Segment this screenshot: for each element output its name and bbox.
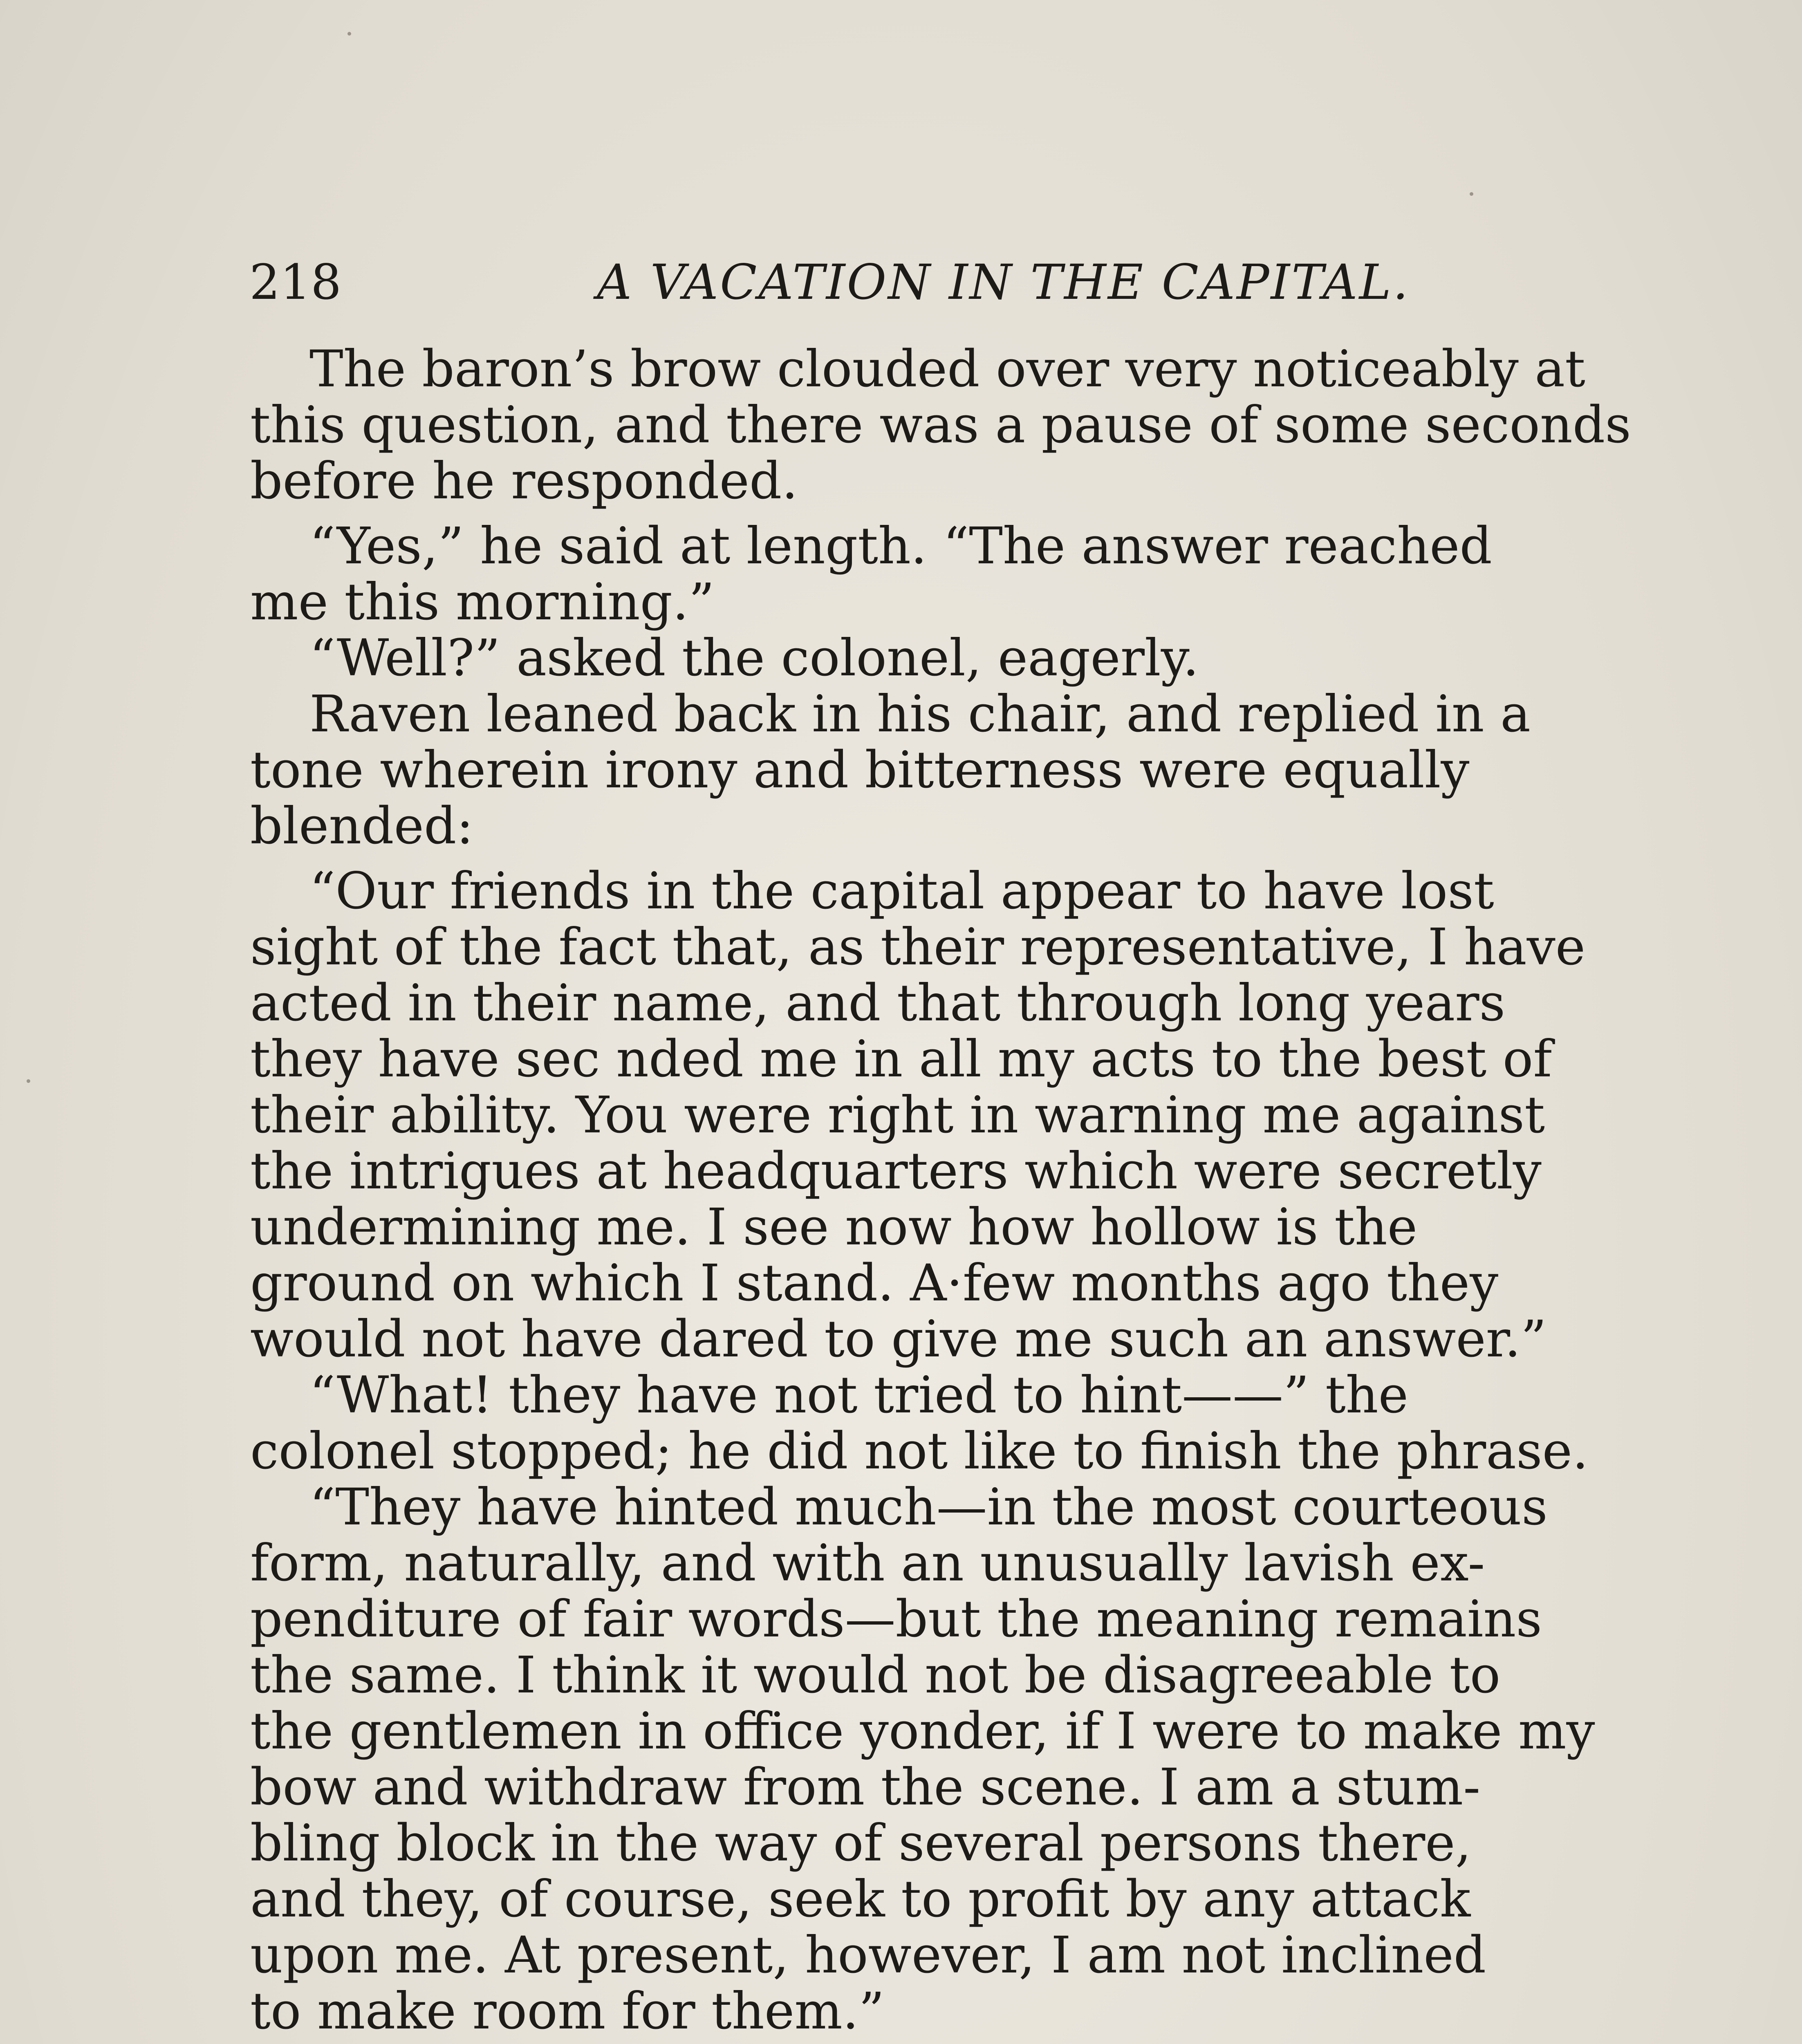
text-line: Raven leaned back in his chair, and replied in a xyxy=(309,685,1531,744)
text-line: colonel stopped; he did not like to finish the phrase. xyxy=(250,1422,1589,1481)
text-line: to make room for them.” xyxy=(250,1982,885,2041)
text-line: “What! they have not tried to hint——” the xyxy=(309,1366,1409,1425)
text-line: would not have dared to give me such an answer.” xyxy=(250,1310,1547,1369)
paper-speck xyxy=(27,1079,30,1083)
text-line: “Well?” asked the colonel, eagerly. xyxy=(309,629,1199,688)
text-line: and they, of course, seek to profit by any attack xyxy=(250,1870,1471,1929)
page-header xyxy=(249,249,1762,315)
text-line: the intrigues at headquarters which were secretly xyxy=(250,1142,1542,1201)
text-line: sight of the fact that, as their representative, I have xyxy=(250,918,1586,977)
text-line: “They have hinted much—in the most courteous xyxy=(309,1478,1548,1537)
text-line: ground on which I stand. A·few months ago they xyxy=(250,1254,1499,1313)
page-number: 218 xyxy=(249,254,342,310)
text-line: they have sec nded me in all my acts to the best of xyxy=(250,1030,1552,1089)
paper-speck xyxy=(347,32,351,36)
text-line: upon me. At present, however, I am not inclined xyxy=(250,1926,1486,1985)
text-line: the gentlemen in office yonder, if I were to make my xyxy=(250,1702,1595,1761)
text-line: acted in their name, and that through long years xyxy=(250,974,1506,1033)
text-line: form, naturally, and with an unusually lavish ex- xyxy=(250,1534,1485,1593)
text-line: “Our friends in the capital appear to have lost xyxy=(309,862,1494,921)
text-line: their ability. You were right in warning me against xyxy=(250,1086,1545,1145)
text-line: before he responded. xyxy=(250,452,798,511)
running-head: A VACATION IN THE CAPITAL. xyxy=(597,254,1410,310)
text-line: “Yes,” he said at length. “The answer reached xyxy=(309,517,1492,576)
text-line: the same. I think it would not be disagreeable to xyxy=(250,1646,1501,1705)
paper-speck xyxy=(1470,192,1473,196)
text-line: penditure of fair words—but the meaning remains xyxy=(250,1590,1542,1649)
body-text xyxy=(250,341,1706,2044)
text-line: undermining me. I see now how hollow is the xyxy=(250,1198,1418,1257)
text-line: bling block in the way of several persons there, xyxy=(250,1814,1472,1873)
text-line: this question, and there was a pause of some seconds xyxy=(250,396,1631,455)
text-line: The baron’s brow clouded over very noticeably at xyxy=(309,340,1585,399)
text-line: bow and withdraw from the scene. I am a stum- xyxy=(250,1758,1481,1817)
text-line: me this morning.” xyxy=(250,573,715,632)
text-line: blended: xyxy=(250,797,474,856)
text-line: tone wherein irony and bitterness were equally xyxy=(250,741,1470,800)
